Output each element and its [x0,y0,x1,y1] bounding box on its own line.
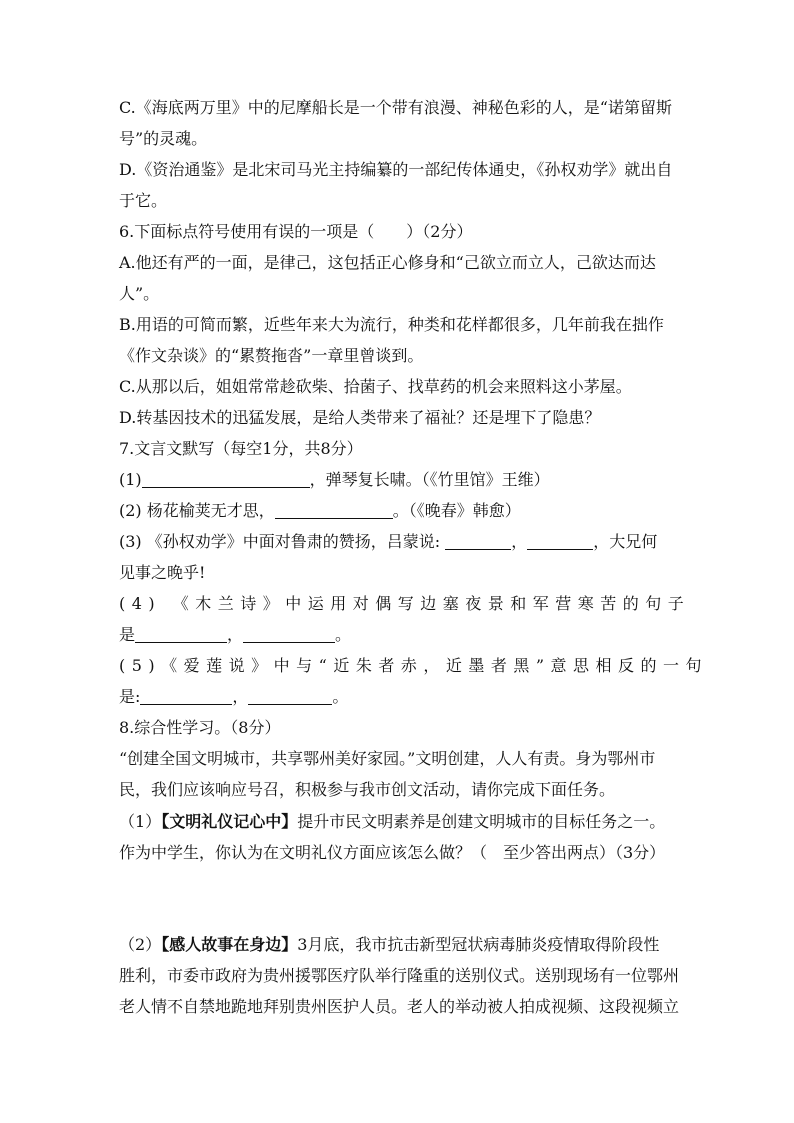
q7-item-4-comma: ， [227,625,244,644]
q8-task-2-heading: 【感人故事在身边】 [161,935,298,954]
answer-blank[interactable] [445,532,511,550]
option-c-line-1: C.《海底两万里》中的尼摩船长是一个带有浪漫、神秘色彩的人，是“诺第留斯 [119,98,672,117]
q7-item-3-text-c: ，大兄何 [593,532,658,551]
q8-task-1-number: （1） [119,812,162,831]
q8-intro-line-1: “创建全国文明城市，共享鄂州美好家园。”文明创建，人人有责。身为鄂州市 [119,749,656,768]
q7-item-5-line-1: (5)《爱莲说》中与“近朱者赤，近墨者黑”意思相反的一句 [119,656,709,675]
q7-item-5-prefix: 是: [119,687,141,706]
q6-option-b-line-2: 《作文杂谈》的“累赘拖沓”一章里曾谈到。 [119,346,424,365]
answer-blank[interactable] [527,532,593,550]
q7-item-5-line-2 [119,687,348,707]
q7-item-5-period: 。 [332,687,349,706]
q7-item-1 [119,470,550,490]
q8-task-2-text: 3月底，我市抗击新型冠状病毒肺炎疫情取得阶段性 [297,935,660,954]
option-d-line-1: D.《资治通鉴》是北宋司马光主持编纂的一部纪传体通史，《孙权劝学》就出自 [119,160,673,179]
q8-task-1-text: 提升市民文明素养是创建文明城市的目标任务之一。 [297,812,666,831]
answer-blank[interactable] [248,687,332,705]
q7-item-5-comma: ， [232,687,249,706]
q7-item-4-line-2 [119,625,351,645]
answer-blank[interactable] [142,470,310,488]
q7-item-2-text-b: 。（《晚春》韩愈） [392,501,521,520]
question-7-title: 7.文言文默写（每空1分，共8分） [119,439,363,458]
q6-option-c: C.从那以后，姐姐常常趁砍柴、拾菌子、找草药的机会来照料这小茅屋。 [119,377,632,396]
q8-task-1-line-1 [119,812,665,832]
question-8-title: 8.综合性学习。（8分） [119,718,281,737]
q7-item-3-text-a: (3) 《孙权劝学》中面对鲁肃的赞扬，吕蒙说: [119,532,441,551]
q7-item-3-comma: ， [511,532,528,551]
answer-blank[interactable] [135,625,227,643]
answer-blank[interactable] [275,501,393,519]
q8-task-1-line-2: 作为中学生，你认为在文明礼仪方面应该怎么做？（ 至少答出两点）（3分） [119,843,666,862]
q7-item-1-text: ，弹琴复长啸。（《竹里馆》王维） [309,470,550,489]
q8-task-2-line-2: 胜利，市委市政府为贵州援鄂医疗队举行隆重的送别仪式。送别现场有一位鄂州 [119,966,680,985]
option-c-line-2: 号”的灵魂。 [119,129,208,148]
q8-intro-line-2: 民，我们应该响应号召，积极参与我市创文活动，请你完成下面任务。 [119,780,616,799]
q7-item-1-number: (1) [119,470,142,489]
q7-item-2-text-a: (2) 杨花榆荚无才思， [119,501,275,520]
option-d-line-2: 于它。 [119,191,168,210]
q7-item-3-line-1 [119,532,657,552]
q6-option-b-line-1: B.用语的可简而繁，近些年来大为流行，种类和花样都很多，几年前我在拙作 [119,315,664,334]
q6-option-d: D.转基因技术的迅猛发展，是给人类带来了福祉？还是埋下了隐患？ [119,408,601,427]
q7-item-4-prefix: 是 [119,625,136,644]
question-6-title: 6.下面标点符号使用有误的一项是（ ）（2分） [119,222,473,241]
q6-option-a-line-1: A.他还有严的一面，是律己，这包括正心修身和“己欲立而立人，己欲达而达 [119,253,656,272]
q8-task-2-line-1 [119,935,659,955]
q7-item-3-line-2: 见事之晚乎! [119,563,206,582]
q7-item-4-period: 。 [335,625,352,644]
q8-task-2-number: （2） [119,935,162,954]
answer-blank[interactable] [140,687,232,705]
q7-item-2 [119,501,521,521]
answer-blank[interactable] [243,625,335,643]
q8-task-1-heading: 【文明礼仪记心中】 [161,812,298,831]
q6-option-a-line-2: 人”。 [119,284,160,303]
q8-task-2-line-3: 老人情不自禁地跪地拜别贵州医护人员。老人的举动被人拍成视频、这段视频立 [119,997,680,1016]
q7-item-4-line-1: (4) 《木兰诗》中运用对偶写边塞夜景和军营寒苦的句子 [119,594,691,613]
